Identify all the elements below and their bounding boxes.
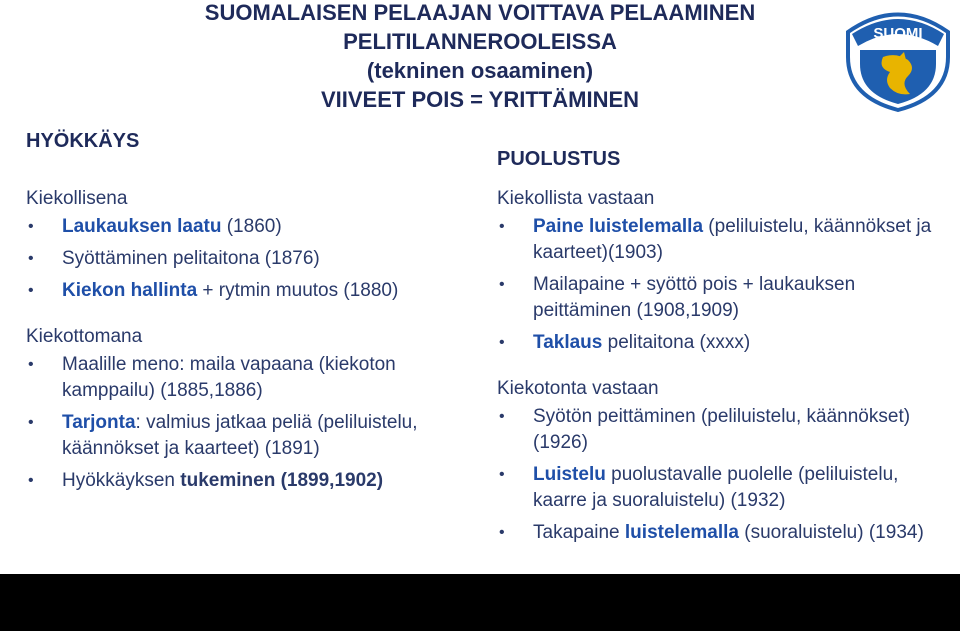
attack-without-puck-label: Kiekottomana [26, 326, 143, 347]
title-line-3: (tekninen osaaminen) [366, 58, 594, 83]
title-line-2: PELITILANNEROOLEISSA [343, 29, 617, 54]
list-item: • Takapaine luistelemalla (suoraluistelu) (1934) [497, 520, 952, 546]
list-item: • Mailapaine + syöttö pois + laukauksen peittäminen (1908,1909) [499, 274, 856, 321]
list-item: • Tarjonta: valmius jatkaa peliä (peliluistelu, käännökset ja kaarteet) (1891) [28, 412, 418, 459]
list-item: • Paine luistelemalla (peliluistelu, käännökset ja kaarteet)(1903) [499, 216, 932, 263]
bullet-icon: • [28, 414, 34, 431]
defense-without-puck-label: Kiekotonta vastaan [497, 378, 659, 399]
list-item: • Laukauksen laatu (1860) [26, 214, 476, 240]
title-line-4: VIIVEET POIS = YRITTÄMINEN [320, 87, 640, 112]
defense-against-puck-label: Kiekollista vastaan [497, 188, 655, 209]
bullet-icon: • [499, 466, 505, 483]
bullet-icon: • [28, 472, 34, 489]
bullet-icon: • [28, 218, 34, 235]
list-item: • Syöttäminen pelitaitona (1876) [26, 246, 476, 272]
attack-column [26, 130, 476, 500]
bullet-icon: • [499, 218, 505, 235]
bullet-icon: • [499, 334, 505, 351]
bullet-icon: • [499, 524, 505, 541]
defense-column [497, 148, 952, 552]
defense-heading: PUOLUSTUS [497, 148, 621, 170]
bullet-icon: • [499, 408, 505, 425]
suomi-lion-logo [838, 2, 958, 112]
attack-heading: HYÖKKÄYS [26, 130, 140, 152]
attack-with-puck-label: Kiekollisena [26, 188, 128, 209]
bullet-icon: • [28, 250, 34, 267]
bullet-icon: • [28, 282, 34, 299]
bullet-icon: • [28, 356, 34, 373]
slide-title [0, 0, 960, 114]
list-item: • Kiekon hallinta + rytmin muutos (1880) [26, 278, 476, 304]
title-line-1: SUOMALAISEN PELAAJAN VOITTAVA PELAAMINEN [204, 0, 756, 25]
list-item: • Maalille meno: maila vapaana (kiekoton kamppailu) (1885,1886) [28, 354, 396, 401]
bottom-bar [0, 574, 960, 631]
list-item: • Taklaus pelitaitona (xxxx) [497, 330, 952, 356]
bullet-icon: • [499, 276, 505, 293]
logo-text: SUOMI [873, 25, 923, 42]
list-item: • Luistelu puolustavalle puolelle (peliluistelu, kaarre ja suoraluistelu) (1932) [499, 464, 899, 511]
list-item: • Hyökkäyksen tukeminen (1899,1902) [26, 468, 476, 494]
list-item: • Syötön peittäminen (peliluistelu, käännökset) (1926) [499, 406, 911, 453]
